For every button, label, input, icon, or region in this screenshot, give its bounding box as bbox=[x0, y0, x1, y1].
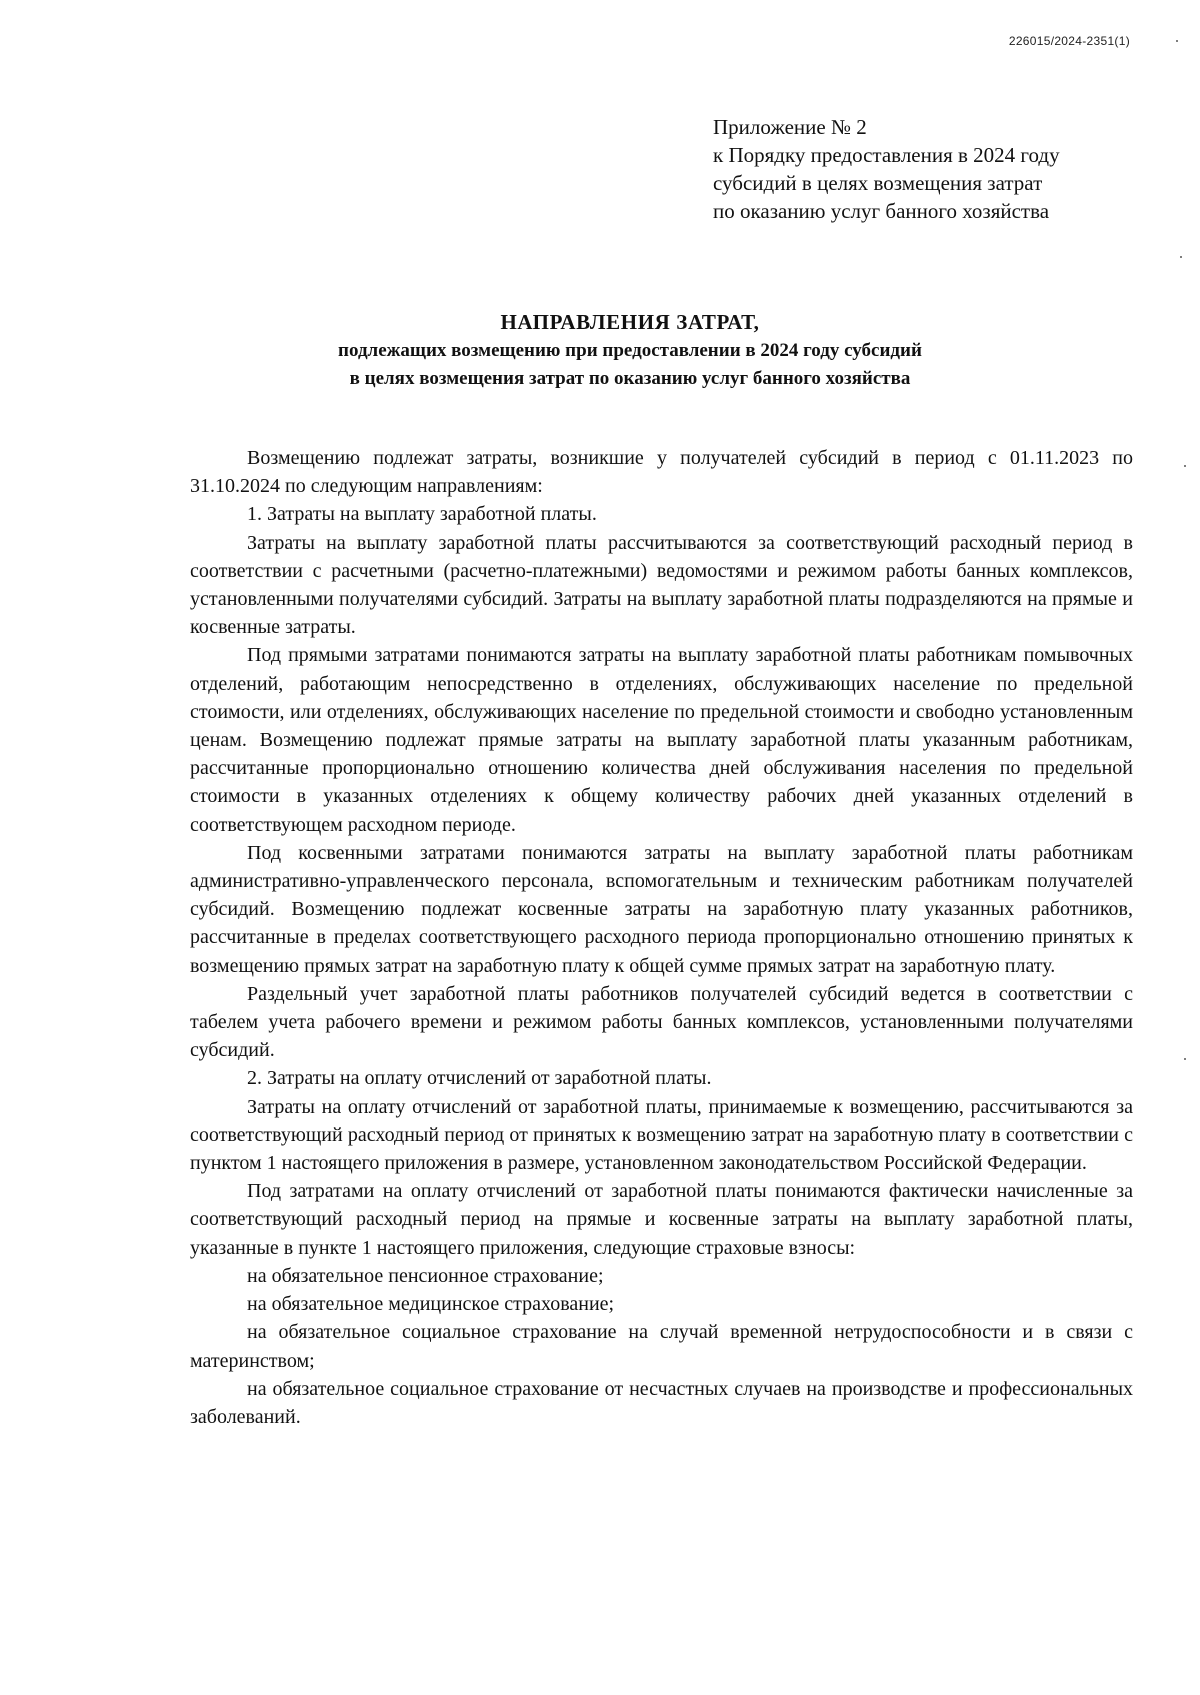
appendix-line: субсидий в целях возмещения затрат bbox=[713, 171, 1043, 195]
paragraph-intro: Возмещению подлежат затраты, возникшие у получателей субсидий в период с 01.11.2023 по 31.10.2024 по следующим направлениям: bbox=[190, 447, 1133, 498]
appendix-line: Приложение № 2 bbox=[713, 115, 867, 139]
appendix-line: к Порядку предоставления в 2024 году bbox=[713, 143, 1060, 167]
scan-speck bbox=[1184, 1058, 1186, 1060]
title-subtitle-line: подлежащих возмещению при предоставлении в 2024 году субсидий bbox=[338, 340, 922, 361]
section-heading-2: 2. Затраты на оплату отчислений от заработной платы. bbox=[247, 1067, 712, 1090]
title-main: НАПРАВЛЕНИЯ ЗАТРАТ, bbox=[500, 310, 760, 334]
document-body bbox=[190, 444, 1133, 1431]
paragraph: Под косвенными затратами понимаются затраты на выплату заработной платы работникам административно-управленческого персонала, вспомогательным и техническим работникам получателей субсидий. Возмещению подлежат косвенные затраты на заработную плату указанных работников, рассчитанные в пределах соответствующего расходного периода пропорционально отношению принятых к возмещению прямых затрат на заработную плату к общей сумме прямых затрат на заработную плату. bbox=[190, 841, 1133, 977]
section-heading-1: 1. Затраты на выплату заработной платы. bbox=[247, 503, 597, 526]
list-item: на обязательное социальное страхование на случай временной нетрудоспособности и в связи с материнством; bbox=[190, 1321, 1133, 1372]
document-title bbox=[150, 307, 1110, 393]
appendix-line: по оказанию услуг банного хозяйства bbox=[713, 199, 1050, 223]
title-subtitle-line: в целях возмещения затрат по оказанию услуг банного хозяйства bbox=[349, 368, 911, 389]
paragraph: Под прямыми затратами понимаются затраты на выплату заработной платы работникам помывочных отделений, работающим непосредственно в отделениях, обслуживающих население по предельной стоимости, или отделениях, обслуживающих население по предельной стоимости и свободно установленным ценам. Возмещению подлежат прямые затраты на выплату заработной платы указанным работникам, рассчитанные пропорционально отношению количества дней обслуживания населения по предельной стоимости в указанных отделениях к общему количеству рабочих дней указанных отделений в соответствующем расходном периоде. bbox=[190, 644, 1133, 836]
scan-speck bbox=[1184, 465, 1186, 467]
paragraph: Раздельный учет заработной платы работников получателей субсидий ведется в соответствии с табелем учета рабочего времени и режимом работы банных комплексов, установленными получателями субсидий. bbox=[190, 982, 1133, 1062]
list-item: на обязательное социальное страхование от несчастных случаев на производстве и профессиональных заболеваний. bbox=[190, 1377, 1133, 1428]
document-registration-number: 226015/2024-2351(1) bbox=[1008, 34, 1130, 48]
paragraph: Затраты на выплату заработной платы рассчитываются за соответствующий расходный период в соответствии с расчетными (расчетно-платежными) ведомостями и режимом работы банных комплексов, установленными получателями субсидий. Затраты на выплату заработной платы подразделяются на прямые и косвенные затраты. bbox=[190, 531, 1133, 639]
appendix-header bbox=[713, 113, 1153, 225]
scan-speck bbox=[1176, 40, 1178, 42]
list-item: на обязательное пенсионное страхование; bbox=[247, 1264, 604, 1287]
paragraph: Затраты на оплату отчислений от заработной платы, принимаемые к возмещению, рассчитываются за соответствующий расходный период от принятых к возмещению затрат на заработную плату в соответствии с пунктом 1 настоящего приложения в размере, установленном законодательством Российской Федерации. bbox=[190, 1095, 1133, 1175]
paragraph: Под затратами на оплату отчислений от заработной платы понимаются фактически начисленные за соответствующий расходный период на прямые и косвенные затраты на выплату заработной платы, указанные в пункте 1 настоящего приложения, следующие страховые взносы: bbox=[190, 1180, 1133, 1259]
list-item: на обязательное медицинское страхование; bbox=[247, 1293, 615, 1316]
scan-speck bbox=[1180, 256, 1182, 258]
